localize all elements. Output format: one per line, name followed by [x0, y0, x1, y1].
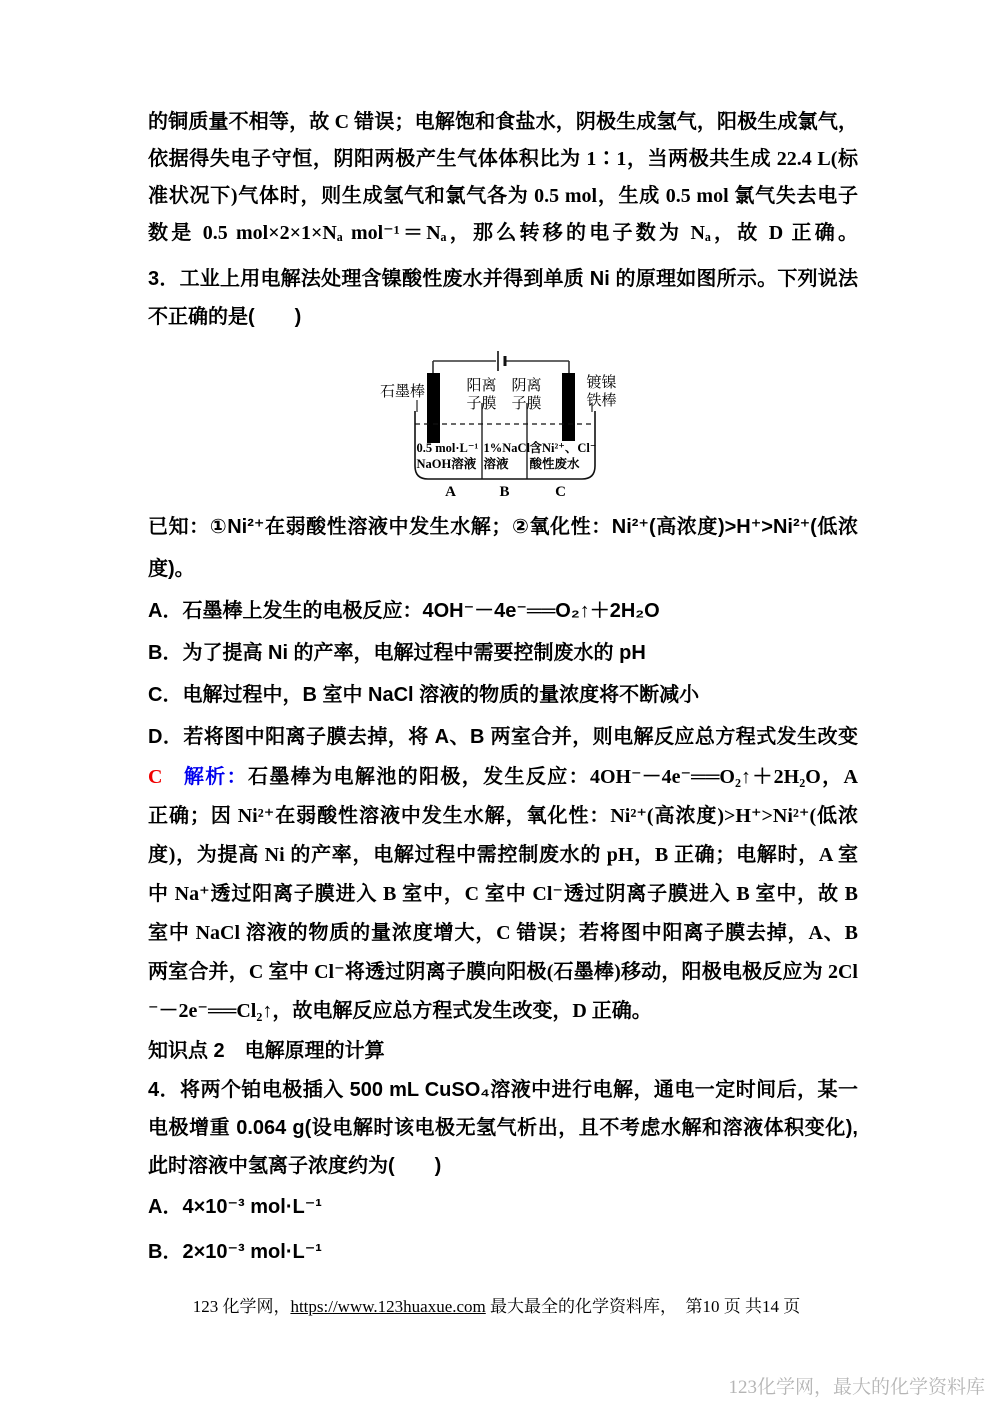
cell-a-solution-text: NaOH溶液	[416, 457, 477, 471]
explanation-q2-line: 准状况下)气体时，则生成氢气和氯气各为 0.5 mol，生成 0.5 mol 氯气失去电子	[148, 185, 858, 207]
question-4-line: 4．将两个铂电极插入 500 mL CuSO₄溶液中进行电解，通电一定时间后，某一	[148, 1079, 858, 1101]
nickel-rod-label-text: 镀镍	[586, 375, 617, 391]
anion-membrane-label	[504, 377, 550, 413]
question-3-given-info	[148, 506, 858, 590]
cell-a-solution-text: 0.5 mol·L⁻¹	[416, 441, 479, 455]
option-a: A．4×10⁻³ mol·L⁻¹	[148, 1196, 322, 1218]
nickel-rod-label	[578, 374, 626, 410]
analysis-line: 两室合并，C 室中 Cl⁻将透过阴离子膜向阳极(石墨棒)移动，阳极电极反应为 2Cl	[148, 961, 858, 983]
question-3-analysis	[148, 758, 858, 1031]
analysis-line: 室中 NaCl 溶液的物质的量浓度增大，C 错误；若将图中阳离子膜去掉，A、B	[148, 922, 858, 944]
compartment-a-letter: A	[445, 484, 456, 500]
cation-membrane-label-text: 子膜	[466, 396, 497, 412]
graphite-electrode	[427, 373, 440, 443]
footer-url-link[interactable]: https://www.123huaxue.com	[290, 1297, 486, 1316]
explanation-q2-line: 的铜质量不相等，故 C 错误；电解饱和食盐水，阴极生成氢气，阳极生成氯气，	[148, 111, 858, 133]
cation-membrane-label-text: 阳离	[466, 378, 497, 394]
cell-b-solution-text: 溶液	[483, 457, 509, 471]
circuit-wire	[433, 361, 569, 373]
page-footer	[0, 1292, 993, 1317]
cell-a-solution-label	[417, 440, 479, 472]
given-info-line: 已知：①Ni²⁺在弱酸性溶液中发生水解；②氧化性：Ni²⁺(高浓度)>H⁺>Ni²⁺(低浓	[148, 516, 858, 538]
cation-membrane-label	[459, 377, 505, 413]
analysis-text: 石墨棒为电解池的阳极，发生反应：4OH⁻－4e⁻══O₂↑＋2H₂O，A	[247, 766, 858, 788]
question-4-line: 此时溶液中氢离子浓度约为( )	[148, 1155, 442, 1177]
option-a: A．石墨棒上发生的电极反应：4OH⁻－4e⁻══O₂↑＋2H₂O	[148, 600, 660, 622]
question-4	[148, 1071, 858, 1185]
analysis-line: 中 Na⁺透过阳离子膜进入 B 室中，C 室中 Cl⁻透过阴离子膜进入 B 室中，故 B	[148, 883, 858, 905]
question-3-line: 不正确的是( )	[148, 306, 302, 328]
nickel-electrode	[562, 373, 575, 441]
anion-membrane-label-text: 阴离	[511, 378, 542, 394]
graphite-rod-label-text: 石墨棒	[379, 384, 425, 400]
option-d: D．若将图中阳离子膜去掉，将 A、B 两室合并，则电解反应总方程式发生改变	[148, 726, 858, 748]
footer-site-name: 123 化学网，	[192, 1297, 291, 1316]
option-b: B．2×10⁻³ mol·L⁻¹	[148, 1241, 322, 1263]
battery-icon	[498, 351, 505, 371]
knowledge-point-2-heading	[148, 1031, 858, 1071]
analysis-line: 度)，为提高 Ni 的产率，电解过程中需控制废水的 pH，B 正确；电解时，A 室	[148, 844, 858, 866]
cell-c-solution-text: 酸性废水	[529, 457, 580, 471]
footer-page-info: 最大最全的化学资料库， 第10 页 共14 页	[485, 1297, 801, 1316]
watermark-text: 123化学网，最大的化学资料库	[728, 1377, 985, 1398]
option-c: C．电解过程中，B 室中 NaCl 溶液的物质的量浓度将不断减小	[148, 684, 700, 706]
electrolysis-diagram	[381, 348, 626, 506]
cell-b-solution-text: 1%NaCl	[483, 441, 531, 455]
knowledge-point-2-text: 知识点 2 电解原理的计算	[148, 1040, 385, 1062]
cell-b-solution-label	[484, 440, 531, 472]
analysis-line	[148, 758, 858, 797]
question-4-line: 电极增重 0.064 g(设电解时该电极无氢气析出，且不考虑水解和溶液体积变化),	[148, 1117, 858, 1139]
apparatus-drawing	[381, 348, 626, 506]
compartment-b-letter: B	[499, 484, 510, 500]
given-info-line: 度)。	[148, 558, 195, 580]
question-4-options	[148, 1185, 858, 1275]
explanation-q2-line: 数是 0.5 mol×2×1×Nₐ mol⁻¹＝Nₐ，那么转移的电子数为 Nₐ，故 D 正确。	[148, 222, 858, 244]
analysis-line: ⁻－2e⁻══Cl₂↑，故电解反应总方程式发生改变，D 正确。	[148, 1000, 652, 1022]
question-3-line: 3．工业上用电解法处理含镍酸性废水并得到单质 Ni 的原理如图所示。下列说法	[148, 268, 858, 290]
nickel-rod-label-text: 铁棒	[586, 393, 617, 409]
page-content	[148, 104, 858, 1275]
analysis-label: 解析：	[182, 766, 248, 788]
explanation-q2	[148, 104, 858, 252]
answer-letter: C	[148, 766, 163, 788]
cell-c-solution-label	[530, 440, 597, 472]
graphite-rod-label	[379, 383, 427, 401]
question-3	[148, 260, 858, 336]
cell-c-solution-text: 含Ni²⁺、Cl⁻	[529, 441, 597, 455]
anion-membrane-label-text: 子膜	[511, 396, 542, 412]
compartment-c-letter: C	[555, 484, 566, 500]
question-3-options	[148, 590, 858, 758]
explanation-q2-line: 依据得失电子守恒，阴阳两极产生气体体积比为 1∶1，当两极共生成 22.4 L(标	[148, 148, 858, 170]
analysis-line: 正确；因 Ni²⁺在弱酸性溶液中发生水解，氧化性：Ni²⁺(高浓度)>H⁺>Ni²⁺(低浓	[148, 805, 858, 827]
option-b: B．为了提高 Ni 的产率，电解过程中需要控制废水的 pH	[148, 642, 646, 664]
